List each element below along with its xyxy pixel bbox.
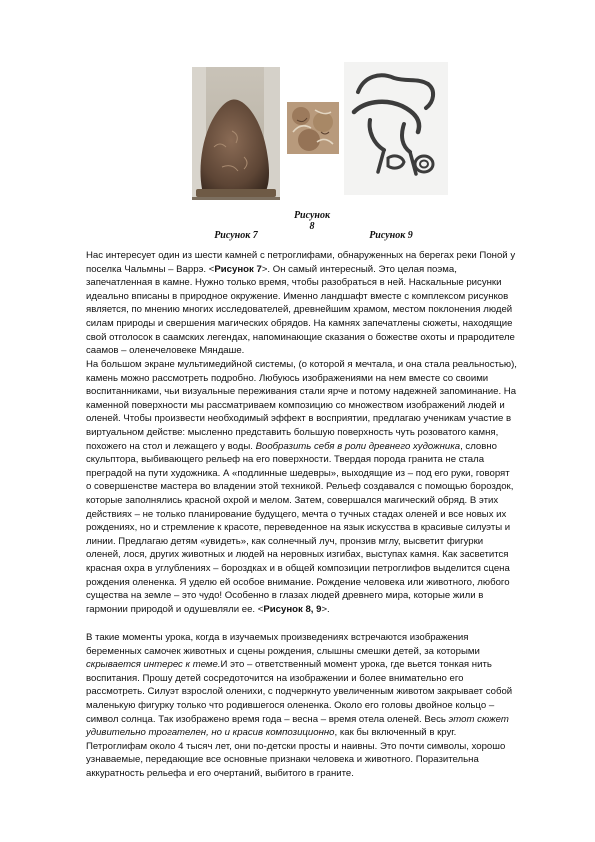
paragraph-2 [86, 358, 517, 616]
paragraph-3-run: , как бы включенный в круг. Петроглифам около 4 тысяч лет, они по-детски просты и наивны. Это почти символы, хорошо узнаваемые, передающие все основные признаки человека и животного. Поразительна аккуратность рельефа и его очертаний, выбитого в граните. [86, 727, 506, 779]
figure-9-petroglyph-drawing [344, 62, 448, 195]
figure-8-caption-line1: Рисунок [293, 210, 331, 221]
paragraph-3-run: В такие моменты урока, когда в изучаемых произведениях встречаются изображения беременных самочек животных и сцены рождения, слышны смешки детей, за которыми [86, 632, 480, 657]
paragraph-3 [86, 631, 517, 781]
figure-8-petroglyph-closeup [287, 102, 339, 154]
paragraph-3-run: скрывается интерес к теме. [86, 659, 221, 671]
paragraph-3-run: И это – ответственный момент урока, где вьется тонкая нить воспитания. Прошу детей сосредоточится на изображении и более внимательно его рассмотреть. Силуэт взрослой оленихи, с подчеркнуто увеличенным животом закрывает собой маленькую фигурку только что родившегося олененка. Около его головы двойное кольцо – символ солнца. Так изображено время года – весна – время отела оленей. Весь [86, 659, 513, 725]
paragraph-1-run: Нас интересует один из шести камней с петроглифами, обнаруженных на берегах реки Поной у поселка Чальмны – Варрэ. < [86, 250, 516, 275]
paragraph-3-run: этот сюжет удивительно трогателен, но и красив композиционно [86, 713, 509, 739]
figure-7-stone-photo [192, 67, 280, 200]
paragraph-2-run: Рисунок 8, 9 [263, 603, 322, 615]
paragraph-2-run: >. [321, 603, 330, 615]
figure-9-caption: Рисунок 9 [369, 230, 413, 241]
paragraph-2-run: , словно скульптора, выбивающего рельеф на его поверхности. Твердая порода гранита не стала преградой на пути художника. А «подлинные шедевры», выходящие из – под его руки, говорят о совершенстве мастера во владении этой техникой. Рельеф создавался с помощью бороздок, которые заполнялись красной охрой и мелом. Затем, совершался магический обряд. В этих действиях – не только планирование будущего, мечта о тучных стадах оленей и все новых их рождениях, но и стремление к красоте, переведенное на язык искусства в красивые силуэты и линии. Предлагаю детям «увидеть», как солнечный луч, пронзив мглу, высветит фигурки оленей, лося, других животных и людей на неровных изгибах, выступах камня. Как засветится красная охра в углублениях – бороздках и в общей композиции петроглифов выделится сцена рождения олененка. Я уделю ей особое внимание. Рождение человека или животного, любого существа на земле – это чудо! Особенно в глазах людей древнего мира, которые жили в гармонии природой и одушевляли ее. < [86, 440, 514, 615]
paragraph-1 [86, 249, 517, 358]
figure-8-caption [286, 210, 338, 232]
figure-8-caption-line2: 8 [309, 221, 315, 232]
paragraph-2-run: Вообразить себя в роли древнего художника [255, 440, 461, 452]
paragraph-2-run: На большом экране мультимедийной системы, (о которой я мечтала, и она стала реальностью), камень можно рассмотреть подробно. Любуюсь изображениями на нем вместе со своими воспитанниками, чьи визуальные переживания стали ярче и потому надежней запоминание. На каменной поверхности мы рассматриваем композицию со множеством изображений людей и оленей. Чтобы произвести необходимый эффект в восприятии, предлагаю ученикам участие в виртуальном действе: мысленно представить большую поверхность чуть розоватого камня, похожего на стол и лежащего у воды. [86, 359, 517, 452]
figure-7-caption: Рисунок 7 [214, 230, 258, 241]
paragraph-1-run: Рисунок 7 [214, 263, 262, 275]
paragraph-1-run: >. Он самый интересный. Это целая поэма, запечатленная в камне. Нужно только время, чтобы разобраться в ней. Наскальные рисунки идеально вписаны в природное окружение. Именно ландшафт вместе с комплексом рисунков является, по мнению многих исследователей, древнейшим храмом, местом поклонения людей силам природы и свершения магических обрядов. На камнях запечатлены сюжеты, находящие свой отголосок в саамских легендах, напоминающие сказания о божестве охоты и прародителе саамов – оленечеловеке Мяндаше. [86, 263, 515, 357]
